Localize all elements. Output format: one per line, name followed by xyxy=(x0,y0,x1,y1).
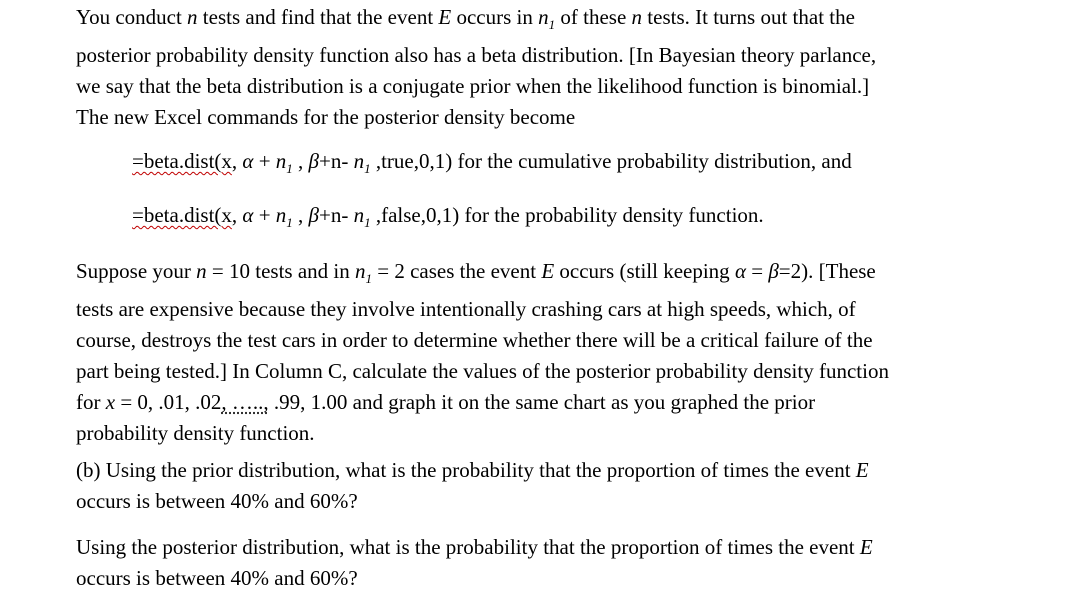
text-run: = 10 tests and in xyxy=(206,259,356,283)
formula-density xyxy=(132,200,1062,238)
suppose-line-6: probability density function. xyxy=(76,421,315,446)
intro-line-4: The new Excel commands for the posterior density become xyxy=(76,105,576,130)
var-n1 xyxy=(275,203,293,231)
n1-subscript: 1 xyxy=(548,17,556,33)
text-run: +n- xyxy=(319,149,354,173)
suppose-line-5 xyxy=(76,387,1066,418)
text-run: , xyxy=(292,149,309,173)
n1-base: n xyxy=(275,203,287,227)
text-run: ,false,0,1) for the probability density function. xyxy=(370,203,764,227)
n1-subscript: 1 xyxy=(286,215,293,231)
text-run: +n- xyxy=(319,203,354,227)
text-run: + xyxy=(253,203,276,227)
text-run: = xyxy=(745,259,769,283)
formula-prefix: =beta.dist(x xyxy=(132,149,232,173)
n1-subscript: 1 xyxy=(286,161,293,177)
intro-line-2: posterior probability density function also has a beta distribution. [In Bayesian theory parlance, xyxy=(76,43,877,68)
paragraph-suppose xyxy=(76,256,1066,449)
n1-base: n xyxy=(353,203,365,227)
question-b-line-2: occurs is between 40% and 60%? xyxy=(76,489,358,513)
var-n: n xyxy=(187,5,198,29)
var-n1 xyxy=(353,149,371,177)
alpha-symbol: α xyxy=(242,149,254,173)
text-run: tests. It turns out that the xyxy=(642,5,855,29)
n1-base: n xyxy=(355,259,366,283)
suppose-line-1 xyxy=(76,256,1066,294)
text-run: = 2 cases the event xyxy=(372,259,542,283)
text-run: occurs (still keeping xyxy=(554,259,735,283)
alpha-symbol: α xyxy=(242,203,254,227)
text-run: Using the posterior distribution, what is the probability that the proportion of times the event xyxy=(76,535,860,559)
formula-cumulative xyxy=(132,146,1062,184)
var-e: E xyxy=(541,259,555,283)
var-e: E xyxy=(438,5,452,29)
text-run: (b) Using the prior distribution, what is the probability that the proportion of times the event xyxy=(76,458,856,482)
text-run: You conduct xyxy=(76,5,188,29)
beta-symbol: β xyxy=(308,149,319,173)
n1-base: n xyxy=(538,5,549,29)
text-run: , xyxy=(231,203,243,227)
text-run: ,true,0,1) for the cumulative probability distribution, and xyxy=(370,149,852,173)
n1-subscript: 1 xyxy=(364,161,371,177)
paragraph-question-posterior xyxy=(76,532,1066,594)
var-n1 xyxy=(538,5,556,33)
n1-subscript: 1 xyxy=(365,271,373,287)
text-run: occurs in xyxy=(451,5,539,29)
n1-base: n xyxy=(353,149,365,173)
var-n: n xyxy=(196,259,207,283)
text-run: for xyxy=(76,390,106,415)
n1-subscript: 1 xyxy=(364,215,371,231)
var-n1 xyxy=(275,149,293,177)
text-run: = 0, .01, .02 xyxy=(115,390,222,415)
text-run: =2). [These xyxy=(778,259,876,283)
text-run: of these xyxy=(555,5,632,29)
suppose-line-4: part being tested.] In Column C, calculate the values of the posterior probability density function xyxy=(76,359,889,384)
paragraph-intro xyxy=(76,2,1066,133)
ellipsis-run: , ….., xyxy=(221,390,269,415)
var-e: E xyxy=(855,458,869,482)
intro-line-3: we say that the beta distribution is a conjugate prior when the likelihood function is binomial.] xyxy=(76,74,870,99)
alpha-symbol: α xyxy=(734,259,746,283)
var-x: x xyxy=(105,390,116,415)
text-run: .99, 1.00 and graph it on the same chart as you graphed the prior xyxy=(268,390,816,415)
text-run: tests and find that the event xyxy=(197,5,439,29)
formula-prefix: =beta.dist(x xyxy=(132,203,232,227)
intro-line-1 xyxy=(76,2,1066,40)
beta-symbol: β xyxy=(768,259,779,283)
question-posterior-line-2: occurs is between 40% and 60%? xyxy=(76,566,358,590)
var-n1 xyxy=(353,203,371,231)
question-posterior-line-1 xyxy=(76,532,1066,563)
beta-symbol: β xyxy=(308,203,319,227)
var-n: n xyxy=(631,5,643,29)
suppose-line-2: tests are expensive because they involve intentionally crashing cars at high speeds, which, of xyxy=(76,297,856,322)
paragraph-question-b xyxy=(76,455,1066,517)
question-b-line-1 xyxy=(76,455,1066,486)
text-run: , xyxy=(231,149,243,173)
text-run: + xyxy=(253,149,276,173)
suppose-line-3: course, destroys the test cars in order to determine whether there will be a critical failure of the xyxy=(76,328,873,353)
var-e: E xyxy=(859,535,873,559)
var-n1 xyxy=(355,259,373,287)
text-run: , xyxy=(292,203,309,227)
n1-base: n xyxy=(275,149,287,173)
text-run: Suppose your xyxy=(76,259,197,283)
